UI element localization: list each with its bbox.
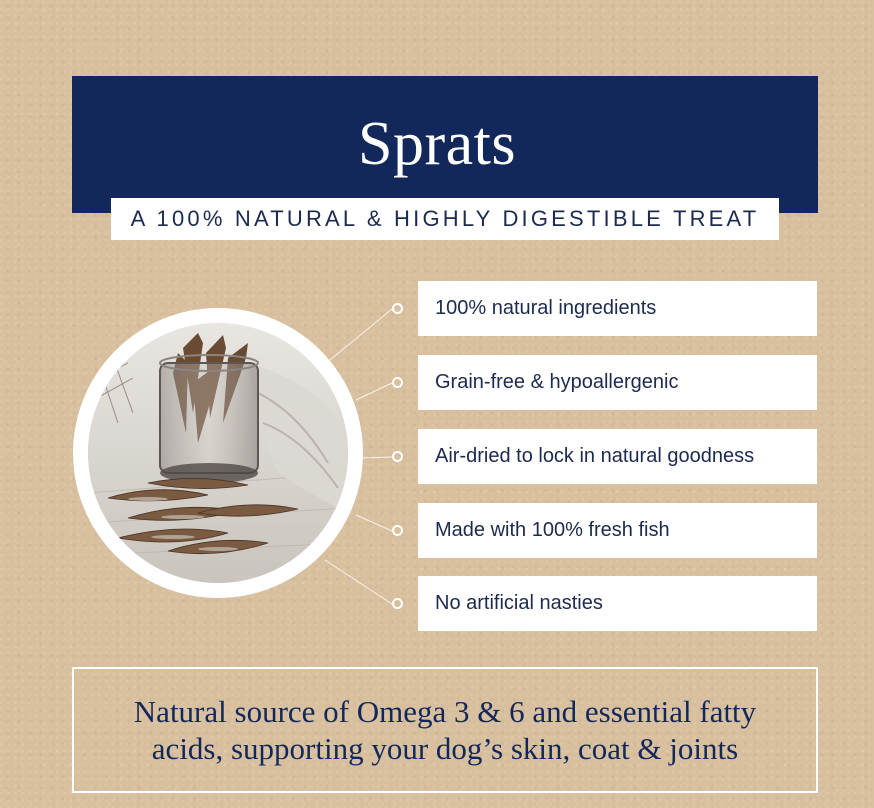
subtitle: A 100% NATURAL & HIGHLY DIGESTIBLE TREAT [130, 206, 760, 231]
feature-item: Made with 100% fresh fish [418, 503, 817, 558]
feature-item: Grain-free & hypoallergenic [418, 355, 817, 410]
feature-item: No artificial nasties [418, 576, 817, 631]
sprats-glass-illustration [88, 323, 348, 583]
footer-box [72, 667, 818, 793]
feature-item: 100% natural ingredients [418, 281, 817, 336]
feature-item: Air-dried to lock in natural goodness [418, 429, 817, 484]
bullet-dot-icon [392, 303, 403, 314]
page-title: Sprats [358, 110, 516, 178]
bullet-dot-icon [392, 525, 403, 536]
bullet-dot-icon [392, 377, 403, 388]
product-photo [88, 323, 348, 583]
bullet-dot-icon [392, 598, 403, 609]
bullet-dot-icon [392, 451, 403, 462]
subtitle-box [111, 198, 779, 240]
footer-text: Natural source of Omega 3 & 6 and essential fatty acids, supporting your dog’s skin, coat & joints [133, 694, 757, 766]
